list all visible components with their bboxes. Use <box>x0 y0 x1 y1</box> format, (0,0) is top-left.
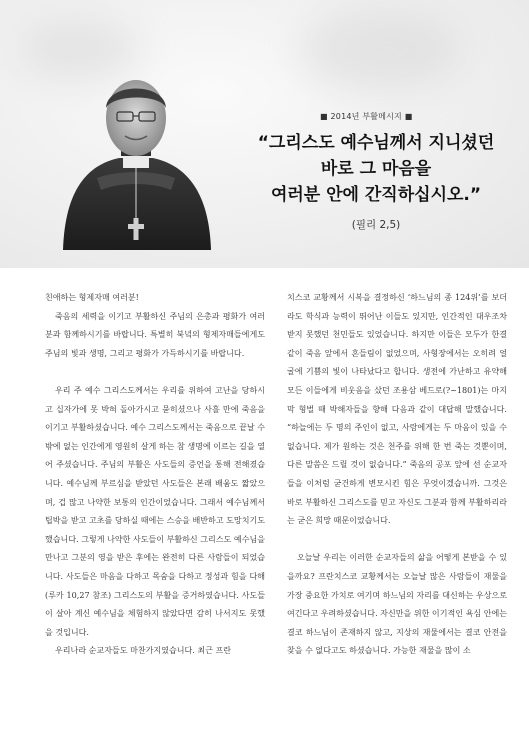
paragraph: 우리 주 예수 그리스도께서는 우리를 위하여 고난을 당하시고 십자가에 못 박혀 돌아가시고 묻히셨으나 사흘 만에 죽음을 이기고 부활하셨습니다. 예수 그리스도께서는 죽음으로 끝날 수 밖에 없는 인간에게 영원히 살게 하는 참 생명에 이르는 길을 열어 주셨습니다. 주님의 부활은 사도들의 증언을 통해 전해졌습니다. 예수님께 부르심을 받았던 사도들은 본래 배움도 짧았으며, 겁 많고 나약한 보통의 인간이었습니다. 그래서 예수님께서 팁박을 받고 고초를 당하실 때에는 스승을 배반하고 도망치기도 했습니다. 그렇게 나약한 사도들이 부활하신 그리스도 예수님을 만나고 그분의 영을 받은 후에는 완전히 다른 사람들이 되었습니다. 사도들은 마음을 다하고 목숨을 다하고 정성과 힘을 다해(루카 10,27 참조) 그리스도의 부활을 증거하였습니다. 사도들이 살아 계신 예수님을 체험하지 않았다면 감히 나서지도 못했을 것입니다. <box>45 385 266 637</box>
left-column <box>45 289 265 661</box>
bishop-portrait <box>57 70 215 250</box>
section-kicker: ■ 2014년 부활메시지 ■ <box>320 112 413 121</box>
headline-line: 바로 그 마음을 <box>320 159 432 179</box>
watermark-blot <box>300 10 460 90</box>
paragraph: 우리나라 순교자들도 마찬가지였습니다. 최근 프란 <box>55 646 232 656</box>
right-column <box>287 289 507 661</box>
headline-line: “그리스도 예수님께서 지니셨던 <box>257 133 495 153</box>
scripture-citation: (필리 2,5) <box>351 219 401 231</box>
headline-line: 여러분 안에 간직하십시오.” <box>270 185 482 205</box>
paragraph: 치스코 교황께서 시복을 결정하신 ‘하느님의 종 124위’를 보더라도 학식과 능력이 뛰어난 이들도 있지만, 인간적인 대우조차 받지 못했던 천민들도 있었습니다. 하지만 이들은 모두가 한결같이 죽음 앞에서 흔들림이 없었으며, 사형장에서는 오히려 얼굴에 기쁨의 빛이 나타났다고 합니다. 생전에 가난하고 유약해 모든 이들에게 비웃음을 샀던 조용삼 베드로(?~1801)는 마지막 형벌 때 박해자들을 향해 다음과 같이 대답해 말했습니다. “하늘에는 두 명의 주인이 없고, 사람에게는 두 마음이 있을 수 없습니다. 제가 원하는 것은 천주를 위해 한 번 죽는 것뿐이며, 다른 말씀은 드릴 것이 없습니다.” 죽음의 공포 앞에 선 순교자들을 이처럼 굳건하게 변모시킨 힘은 무엇이겠습니까. 그것은 바로 부활하신 그리스도를 믿고 자신도 그분과 함께 부활하리라는 굳은 희망 때문이었습니다. <box>287 293 508 526</box>
headline <box>244 130 508 208</box>
greeting: 친애하는 형제자매 여러분! <box>45 293 139 302</box>
paragraph: 오늘날 우리는 이러한 순교자들의 삶을 어떻게 본받을 수 있을까요? 프란치스코 교황께서는 오늘날 많은 사람들이 재물을 가장 중요한 가치로 여기며 하느님의 자리를 대신하는 우상으로 여긴다고 우려하셨습니다. 자신만을 위한 이기적인 욕심 안에는 결코 하느님이 존재하지 않고, 지상의 재물에서는 결코 안전을 찾을 수 없다고도 하셨습니다. 가능한 재물을 많이 소 <box>287 553 508 656</box>
paragraph: 죽음의 세력을 이기고 부활하신 주님의 은총과 평화가 여러분과 함께하시기를 바랍니다. 특별히 북녘의 형제자매들에게도 주님의 빛과 생명, 그리고 평화가 가득하시기를 바랍니다. <box>45 311 265 358</box>
